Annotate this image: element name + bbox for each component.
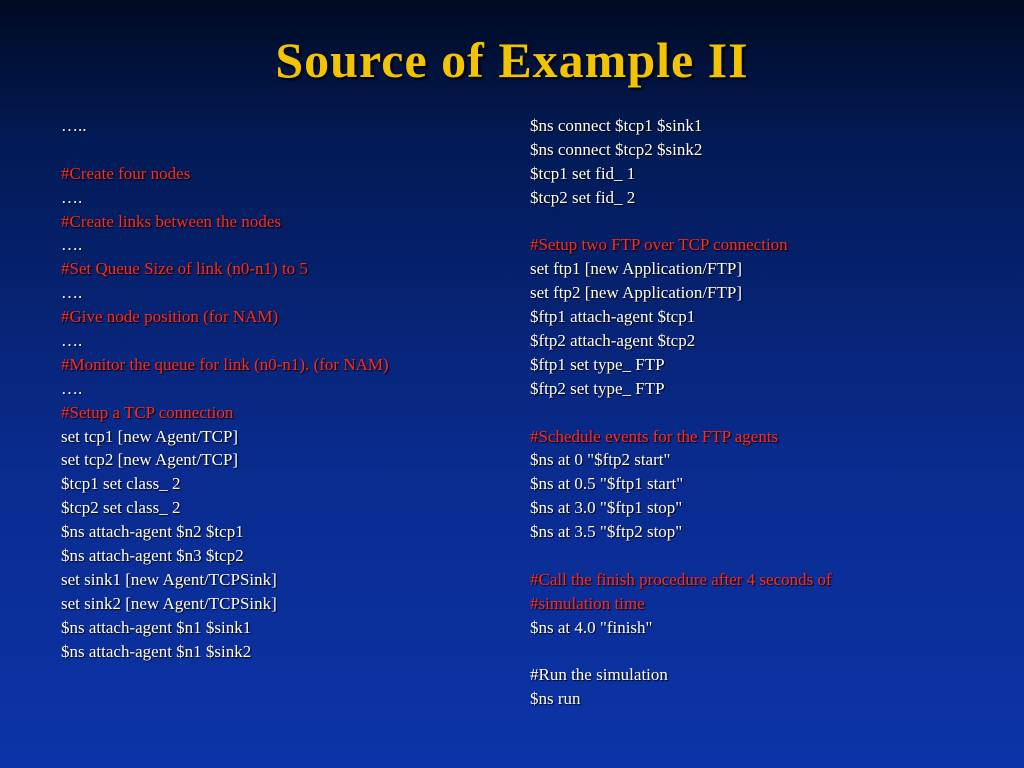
code-line (530, 544, 1000, 568)
code-comment-line: #Monitor the queue for link (n0-n1). (for NAM) (61, 354, 389, 374)
code-line: #Run the simulation (530, 665, 668, 685)
code-line: $ns attach-agent $n3 $tcp2 (61, 546, 244, 566)
code-line: $ns at 3.5 "$ftp2 stop" (530, 522, 683, 542)
code-line: $tcp2 set class_ 2 (61, 498, 181, 518)
code-comment-line: #Create links between the nodes (61, 211, 281, 231)
code-line: set ftp2 [new Application/FTP] (530, 283, 743, 303)
code-line: $ftp2 attach-agent $tcp2 (530, 331, 696, 351)
code-line: $ns at 0.5 "$ftp1 start" (530, 474, 684, 494)
code-comment-line: #Give node position (for NAM) (61, 307, 279, 327)
code-line: …. (61, 283, 83, 303)
code-line: $ns at 4.0 "finish" (530, 617, 653, 637)
code-line: $ns attach-agent $n1 $sink2 (61, 641, 252, 661)
code-line: $tcp1 set fid_ 1 (530, 163, 636, 183)
code-line (61, 138, 501, 162)
code-line: $ftp1 set type_ FTP (530, 354, 665, 374)
code-line: $ns at 3.0 "$ftp1 stop" (530, 498, 683, 518)
code-line (530, 401, 1000, 425)
code-line: …. (61, 378, 83, 398)
code-comment-line: #Set Queue Size of link (n0-n1) to 5 (61, 259, 308, 279)
code-line: $ns attach-agent $n2 $tcp1 (61, 522, 244, 542)
code-line: set sink2 [new Agent/TCPSink] (61, 593, 277, 613)
code-line: $ftp2 set type_ FTP (530, 378, 665, 398)
code-line (530, 210, 1000, 234)
code-line: ….. (61, 116, 87, 135)
code-line: set tcp1 [new Agent/TCP] (61, 426, 239, 446)
slide-title: Source of Example II (275, 32, 749, 88)
code-comment-line: #Schedule events for the FTP agents (530, 426, 779, 446)
code-line: $ns attach-agent $n1 $sink1 (61, 617, 252, 637)
code-line: set ftp1 [new Application/FTP] (530, 259, 743, 279)
code-line: $ns at 0 "$ftp2 start" (530, 450, 671, 470)
code-line: set sink1 [new Agent/TCPSink] (61, 569, 277, 589)
code-line: set tcp2 [new Agent/TCP] (61, 450, 239, 470)
code-line: $tcp2 set fid_ 2 (530, 187, 636, 207)
code-comment-line: #Setup two FTP over TCP connection (530, 235, 788, 255)
code-line: $ns run (530, 689, 581, 709)
code-comment-line: #Create four nodes (61, 163, 191, 183)
code-line: $ftp1 attach-agent $tcp1 (530, 307, 696, 327)
code-line: $ns connect $tcp2 $sink2 (530, 139, 703, 159)
code-line: $ns connect $tcp1 $sink1 (530, 116, 703, 135)
code-comment-line: #simulation time (530, 593, 645, 613)
code-line: …. (61, 187, 83, 207)
code-line: …. (61, 331, 83, 351)
code-comment-line: #Call the finish procedure after 4 seconds of (530, 569, 832, 589)
code-line: …. (61, 235, 83, 255)
code-line (530, 640, 1000, 664)
code-line: $tcp1 set class_ 2 (61, 474, 181, 494)
right-code-column (530, 114, 1000, 711)
code-comment-line: #Setup a TCP connection (61, 402, 234, 422)
left-code-column (61, 114, 501, 663)
